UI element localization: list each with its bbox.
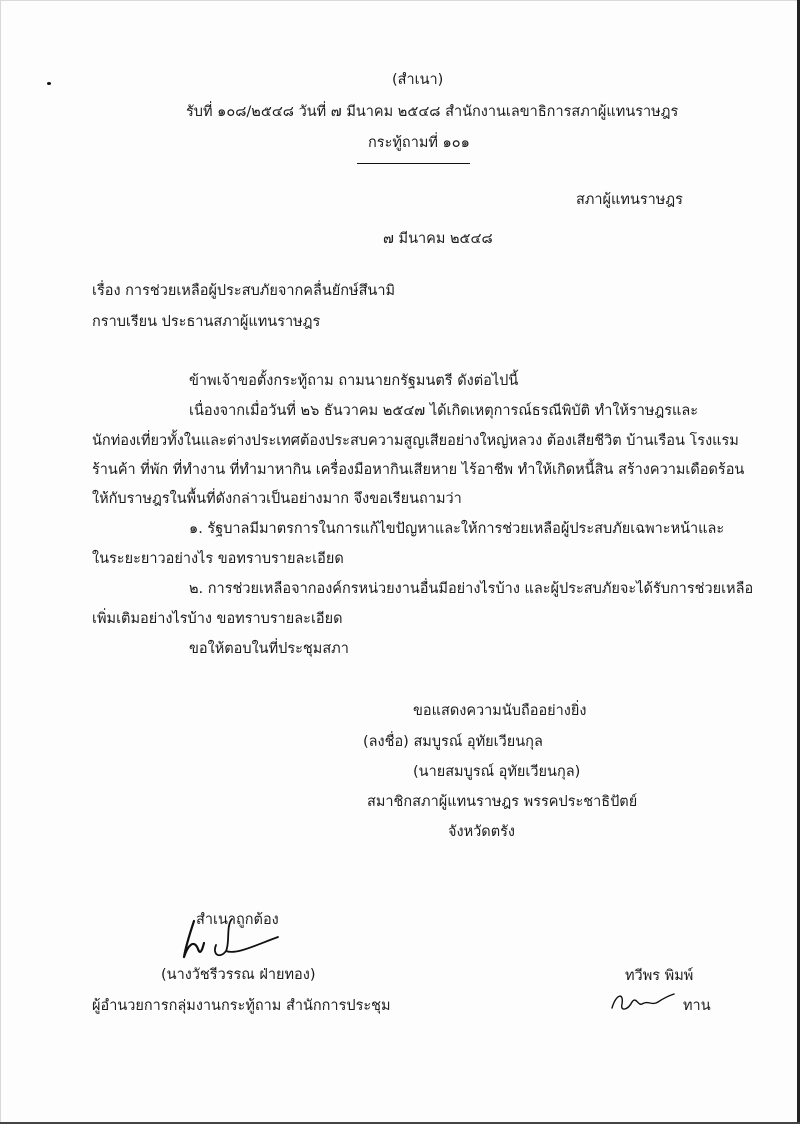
question2-line1: ๒. การช่วยเหลือจากองค์กรหน่วยงานอื่นมีอย่างไรบ้าง และผู้ประสบภัยจะได้รับการช่วยเหลือ: [189, 581, 754, 597]
question-number: กระทู้ถามที่ ๑๐๑: [368, 135, 470, 151]
subject-line: เรื่อง การช่วยเหลือผู้ประสบภัยจากคลื่นยักษ์สึนามิ: [92, 283, 396, 299]
header-underline: [357, 163, 470, 164]
signer-province: จังหวัดตรัง: [448, 824, 515, 840]
question2-line2: เพิ่มเติมอย่างไรบ้าง ขอทราบรายละเอียด: [92, 611, 343, 627]
body-p2-line1: เนื่องจากเมื่อวันที่ ๒๖ ธันวาคม ๒๕๔๗ ได้เกิดเหตุการณ์ธรณีพิบัติ ทำให้ราษฎรและ: [189, 403, 699, 419]
typist-line: ทวีพร พิมพ์: [625, 968, 694, 984]
regards-line: ขอแสดงความนับถืออย่างยิ่ง: [413, 703, 587, 719]
certifier-signature: [176, 915, 286, 965]
copy-label: (สำเนา): [392, 72, 444, 88]
question1-line1: ๑. รัฐบาลมีมาตรการในการแก้ไขปัญหาและให้การช่วยเหลือผู้ประสบภัยเฉพาะหน้าและ: [189, 521, 725, 537]
certified-label: สำเนาถูกต้อง: [196, 912, 279, 928]
office-name: สภาผู้แทนราษฎร: [576, 192, 683, 208]
scan-speck: [47, 82, 51, 85]
signed-line: (ลงชื่อ) สมบูรณ์ อุทัยเวียนกุล: [363, 734, 543, 750]
salutation-line: กราบเรียน ประธานสภาผู้แทนราษฎร: [92, 314, 321, 330]
receipt-line: รับที่ ๑๐๘/๒๕๔๘ วันที่ ๗ มีนาคม ๒๕๔๘ สำนักงานเลขาธิการสภาผู้แทนราษฎร: [186, 104, 679, 120]
certifier-name: (นางวัชรีวรรณ ฝ่ายทอง): [161, 967, 316, 983]
letter-date: ๗ มีนาคม ๒๕๔๘: [383, 231, 493, 247]
checker-signature: [608, 988, 678, 1018]
certifier-title: ผู้อำนวยการกลุ่มงานกระทู้ถาม สำนักการประชุม: [92, 998, 391, 1014]
body-intro: ข้าพเจ้าขอตั้งกระทู้ถาม ถามนายกรัฐมนตรี ดังต่อไปนี้: [189, 373, 519, 389]
question1-line2: ในระยะยาวอย่างไร ขอทราบรายละเอียด: [92, 551, 344, 567]
signer-name: (นายสมบูรณ์ อุทัยเวียนกุล): [413, 764, 581, 780]
closing-request: ขอให้ตอบในที่ประชุมสภา: [189, 641, 349, 657]
signer-position: สมาชิกสภาผู้แทนราษฎร พรรคประชาธิปัตย์: [367, 794, 638, 810]
body-p2-line3: ร้านค้า ที่พัก ที่ทำงาน ที่ทำมาหากิน เครื่องมือหากินเสียหาย ไร้อาชีพ ทำให้เกิดหนี้สิน สร้างความเดือดร้อน: [92, 462, 745, 478]
checker-suffix: ทาน: [683, 998, 711, 1014]
body-p2-line2: นักท่องเที่ยวทั้งในและต่างประเทศต้องประสบความสูญเสียอย่างใหญ่หลวง ต้องเสียชีวิต บ้านเรือน โรงแรม: [92, 433, 739, 449]
body-p2-line4: ให้กับราษฎรในพื้นที่ดังกล่าวเป็นอย่างมาก จึงขอเรียนถามว่า: [92, 491, 462, 507]
